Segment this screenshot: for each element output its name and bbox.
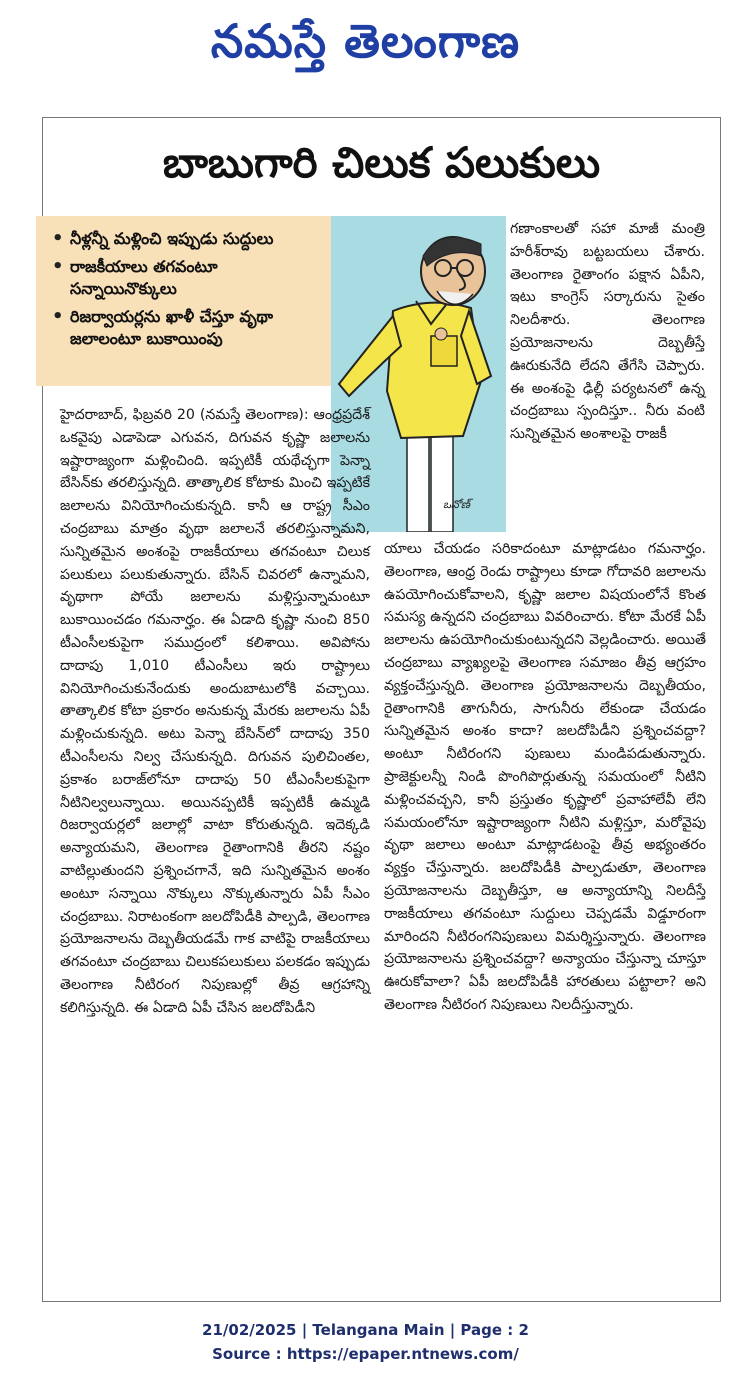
footer-source-line: Source : https://epaper.ntnews.com/: [212, 1345, 519, 1363]
article-column-right: యాలు చేయడం సరికాదంటూ మాట్లాడటం గమనార్హం. తెలంగాణ, ఆంధ్ర రెండు రాష్ట్రాలు కూడా గోదావరి జలాలను ఉపయోగించుకోవాలని, కృష్ణా జలాల విషయంలోనే కొంత సమస్య ఉన్నదని చంద్రబాబు వివరించారు. కోటా మేరకే ఏపీ జలాలను ఉపయోగించుకుంటున్నదని వెల్లడించారు. అయితే చంద్రబాబు వ్యాఖ్యలపై తెలంగాణ సమాజం తీవ్ర ఆగ్రహం వ్యక్తంచేస్తున్నది. తెలంగాణ ప్రయోజనాలను దెబ్బతీయం, రైతాంగానికి తాగునీరు, సాగునీరు లేకుండా చేయడం సున్నితమైన అంశం కాదా? జలదోపిడీని ప్రశ్నించవద్దా? అంటూ నీటిరంగని పుణులు మండిపడుతున్నారు. ప్రాజెక్టులన్నీ నిండి పొంగిపొర్లుతున్న సమయంలో నీటిని మళ్లించవచ్చని, కానీ ప్రస్తుతం కృష్ణాలో ప్రవాహాలేవీ లేని సమయంలోనూ ఇష్టారాజ్యంగా నీటిని మళ్లిస్తూ, మరోవైపు వృథా జలాలు అంటూ మాట్లాడటంపై తీవ్ర అభ్యంతరం వ్యక్తం చేస్తున్నారు. జలదోపిడీకి పాల్పడుతూ, తెలంగాణ ప్రయోజనాలను దెబ్బతీస్తూ, ఆ అన్యాయాన్ని నిలదీస్తే రాజకీయాలు తగవంటూ సుద్దులు చెప్పడమే విడ్డూరంగా మారిందని నీటిరంగనిపుణులు విమర్శిస్తున్నారు. తెలంగాణ ప్రయోజనాలను ప్రశ్నించవద్దా? అన్యాయం చేస్తున్నా చూస్తూ ఊరుకోవాలా? ఏపీ జలదోపిడీకి హారతులు పట్టాలా? అని తెలంగాణ నీటిరంగ నిపుణులు నిలదీస్తున్నారు.: [384, 541, 706, 1013]
article-column-left: హైదరాబాద్, ఫిబ్రవరి 20 (నమస్తే తెలంగాణ): ఆంధ్రప్రదేశ్ ఒకవైపు ఎడాపెడా ఎగువన, దిగువన కృష్ణా జలాలను ఇష్టారాజ్యంగా మళ్లించింది. ఇప్పటికీ యథేచ్ఛగా పెన్నా బేసిన్‌కు తరలిస్తున్నది. తాత్కాలిక కోటాకు మించి ఇప్పటికే జలాలను వినియోగించుకున్నది. కానీ ఆ రాష్ట్ర సీఎం చంద్రబాబు మాత్రం వృథా జలాలనే తరలిస్తున్నామని, సున్నితమైన అంశంపై రాజకీయాలు తగవంటూ చిలుక పలుకులు పలుకుతున్నారు. బేసిన్ చివరలో ఉన్నామని, వృథాగా పోయే జలాలను మళ్లిస్తున్నామంటూ బుకాయించడం గమనార్హం. ఈ ఏడాది కృష్ణా నుంచి 850 టీఎంసీలకుపైగా సముద్రంలో కలిశాయి. అవిపోను దాదాపు 1,010 టీఎంసీలు ఇరు రాష్ట్రాలు వినియోగించుకునేందుకు అందుబాటులోకి వచ్చాయి. తాత్కాలిక కోటా ప్రకారం అనుకున్న మేరకు జలాలను ఏపీ మళ్లించుకున్నది. అటు పెన్నా బేసిన్‌లో దాదాపు 350 టీఎంసీలను నిల్వ చేసుకున్నది. దిగువన పులిచింతల, ప్రకాశం బరాజ్‌లోనూ దాదాపు 50 టీఎంసీలకుపైగా నీటినిల్వలున్నాయి. అయినప్పటికీ ఇప్పటికీ ఉమ్మడి రిజర్వాయర్లలో జలాల్లో వాటా కోరుతున్నది. ఇదెక్కడి అన్యాయమని, తెలంగాణ రైతాంగానికి తీరని నష్టం వాటిల్లుతుందని ప్రశ్నించగానే, ఇది సున్నితమైన అంశం అంటూ సన్నాయి నొక్కులు నొక్కుతున్నారు ఏపీ సీఎం చంద్రబాబు. నిరాటంకంగా జలదోపిడీకి పాల్పడి, తెలంగాణ ప్రయోజనాలను దెబ్బతీయడమే గాక వాటిపై రాజకీయాలు తగవంటూ చంద్రబాబు చిలుకపలుకులు పలకడం ఇప్పుడు తెలంగాణ నీటిరంగ నిపుణుల్లో తీవ్ర ఆగ్రహాన్ని కలిగిస్తున్నది. ఈ ఏడాది ఏపీ చేసిన జలదోపిడీని: [60, 407, 370, 1016]
masthead: [0, 0, 731, 85]
masthead-title: నమస్తే తెలంగాణ: [210, 14, 521, 68]
highlight-item: • రిజర్వాయర్లను ఖాళీ చేస్తూ వృథా జలాలంటూ బుకాయింపు: [48, 306, 323, 350]
article-column-right-top: గణాంకాలతో సహా మాజీ మంత్రి హరీశ్‌రావు బట్టబయలు చేశారు. తెలంగాణ రైతాంగం పక్షాన ఏపీని, ఇటు కాంగ్రెస్ సర్కారును సైతం నిలదీశారు. తెలంగాణ ప్రయోజనాలను దెబ్బతీస్తే ఊరుకునేది లేదని తేగేసి చెప్పారు. ఈ అంశంపై ఢిల్లీ పర్యటనలో ఉన్న చంద్రబాబు స్పందిస్తూ.. నీరు వంటి సున్నితమైన అంశాలపై రాజకీ: [510, 221, 705, 443]
highlight-item: • నీళ్లన్నీ మళ్లించి ఇప్పుడు సుద్దులు: [48, 228, 323, 250]
headline: బాబుగారి చిలుక పలుకులు: [162, 138, 601, 187]
page-footer: [0, 1318, 731, 1366]
cartoon-signature: ఒనోణ్: [443, 498, 471, 511]
highlights-box: [36, 216, 331, 386]
footer-date-line: 21/02/2025 | Telangana Main | Page : 2: [202, 1321, 529, 1339]
highlight-item: • రాజకీయాలు తగవంటూ సన్నాయినొక్కులు: [48, 256, 323, 300]
